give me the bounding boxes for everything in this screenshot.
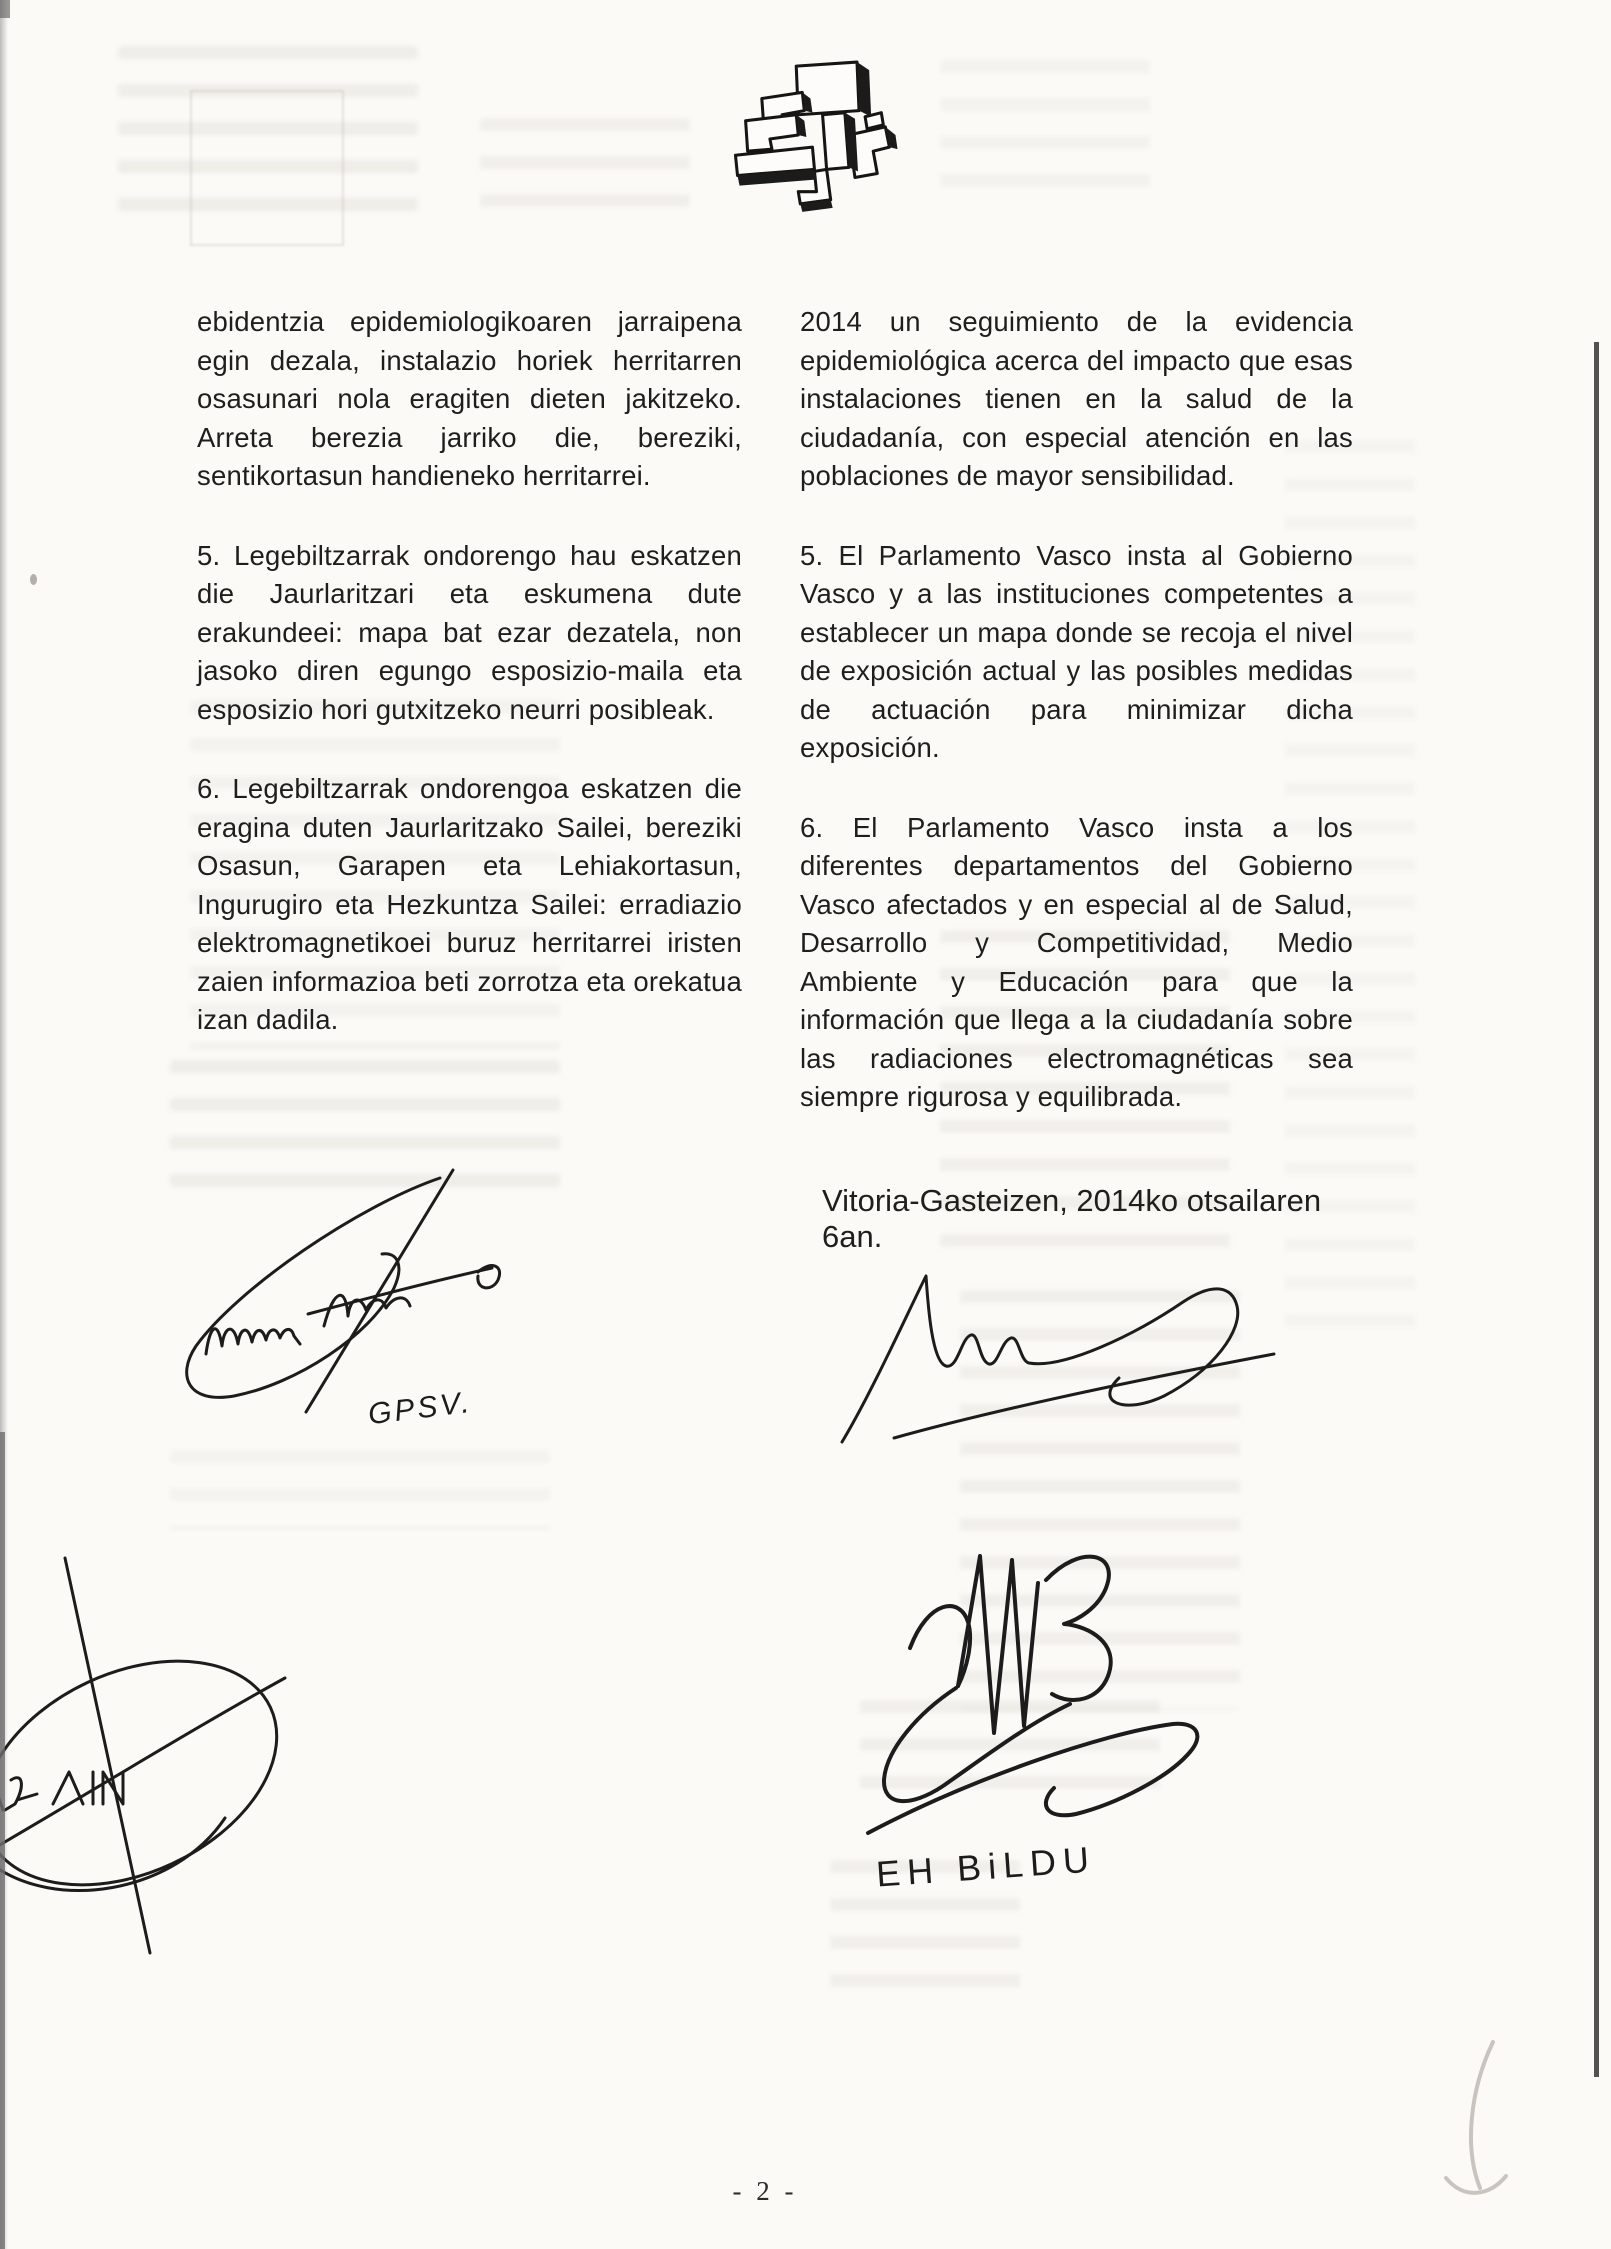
basque-paragraph-continuation: ebidentzia epidemiologikoaren jarraipena egin dezala, instalazio horiek herritarren osasunari nola eragiten dieten jakitzeko. Arreta berezia jarriko die, bereziki, sentikortasun handieneko herritarrei. xyxy=(197,306,742,491)
ink-speck xyxy=(30,574,37,585)
basque-paragraph-5: 5. Legebiltzarrak ondorengo hau eskatzen die Jaurlaritzari eta eskumena dute erakundeei: mapa bat ezar dezatela, non jasoko diren egungo esposizio-maila eta esposizio hori gutxitzeko neurri posibleak. xyxy=(197,539,742,725)
signature-crossed-out xyxy=(0,1518,315,1958)
scan-edge-left-line xyxy=(0,1432,5,2249)
spanish-column xyxy=(800,303,1353,1158)
signature-scrawl xyxy=(828,1242,1298,1467)
scan-edge-right-line xyxy=(1594,342,1599,2077)
signature-gpsv-caption: GPSV. xyxy=(366,1385,475,1432)
spanish-paragraph-6: 6. El Parlamento Vasco insta a los diferentes departamentos del Gobierno Vasco afectados y en especial al de Salud, Desarrollo y Competitividad, Medio Ambiente y Educación para que la información que llega a la ciudadanía sobre las radiaciones electromagnéticas sea siempre rigurosa y equilibrada. xyxy=(800,811,1353,1112)
parliament-logo xyxy=(723,58,911,218)
basque-paragraph-6: 6. Legebiltzarrak ondorengoa eskatzen die eragina duten Jaurlaritzako Sailei, bereziki Osasun, Garapen eta Lehiakortasun, Ingurugiro eta Hezkuntza Sailei: erradiazio elektromagnetikoei buruz herritarrei iristen zaien informazioa beti zorrotza eta orekatua izan dadila. xyxy=(197,773,742,1035)
bleedthrough-stamp-outline xyxy=(190,90,344,246)
scan-corner-mark xyxy=(0,0,10,18)
dateline: Vitoria-Gasteizen, 2014ko otsailaren 6an. xyxy=(822,1183,1322,1254)
bleedthrough-text-block xyxy=(940,60,1150,210)
signature-eh-bildu xyxy=(848,1528,1218,1858)
bleedthrough-text-block xyxy=(480,118,690,208)
faint-pen-mark xyxy=(1408,2030,1538,2200)
signature-eh-bildu-caption: EH BiLDU xyxy=(874,1838,1098,1895)
spanish-paragraph-continuation: 2014 un seguimiento de la evidencia epidemiológica acerca del impacto que esas instalaciones tienen en la salud de la ciudadanía, con especial atención en las poblaciones de mayor sensibilidad. xyxy=(800,306,1353,491)
page-number: - 2 - xyxy=(732,2176,798,2206)
basque-column xyxy=(197,303,742,1081)
spanish-paragraph-5: 5. El Parlamento Vasco insta al Gobierno Vasco y a las instituciones competentes a establecer un mapa donde se recoja el nivel de exposición actual y las posibles medidas de actuación para minimizar dicha exposición. xyxy=(800,539,1353,763)
